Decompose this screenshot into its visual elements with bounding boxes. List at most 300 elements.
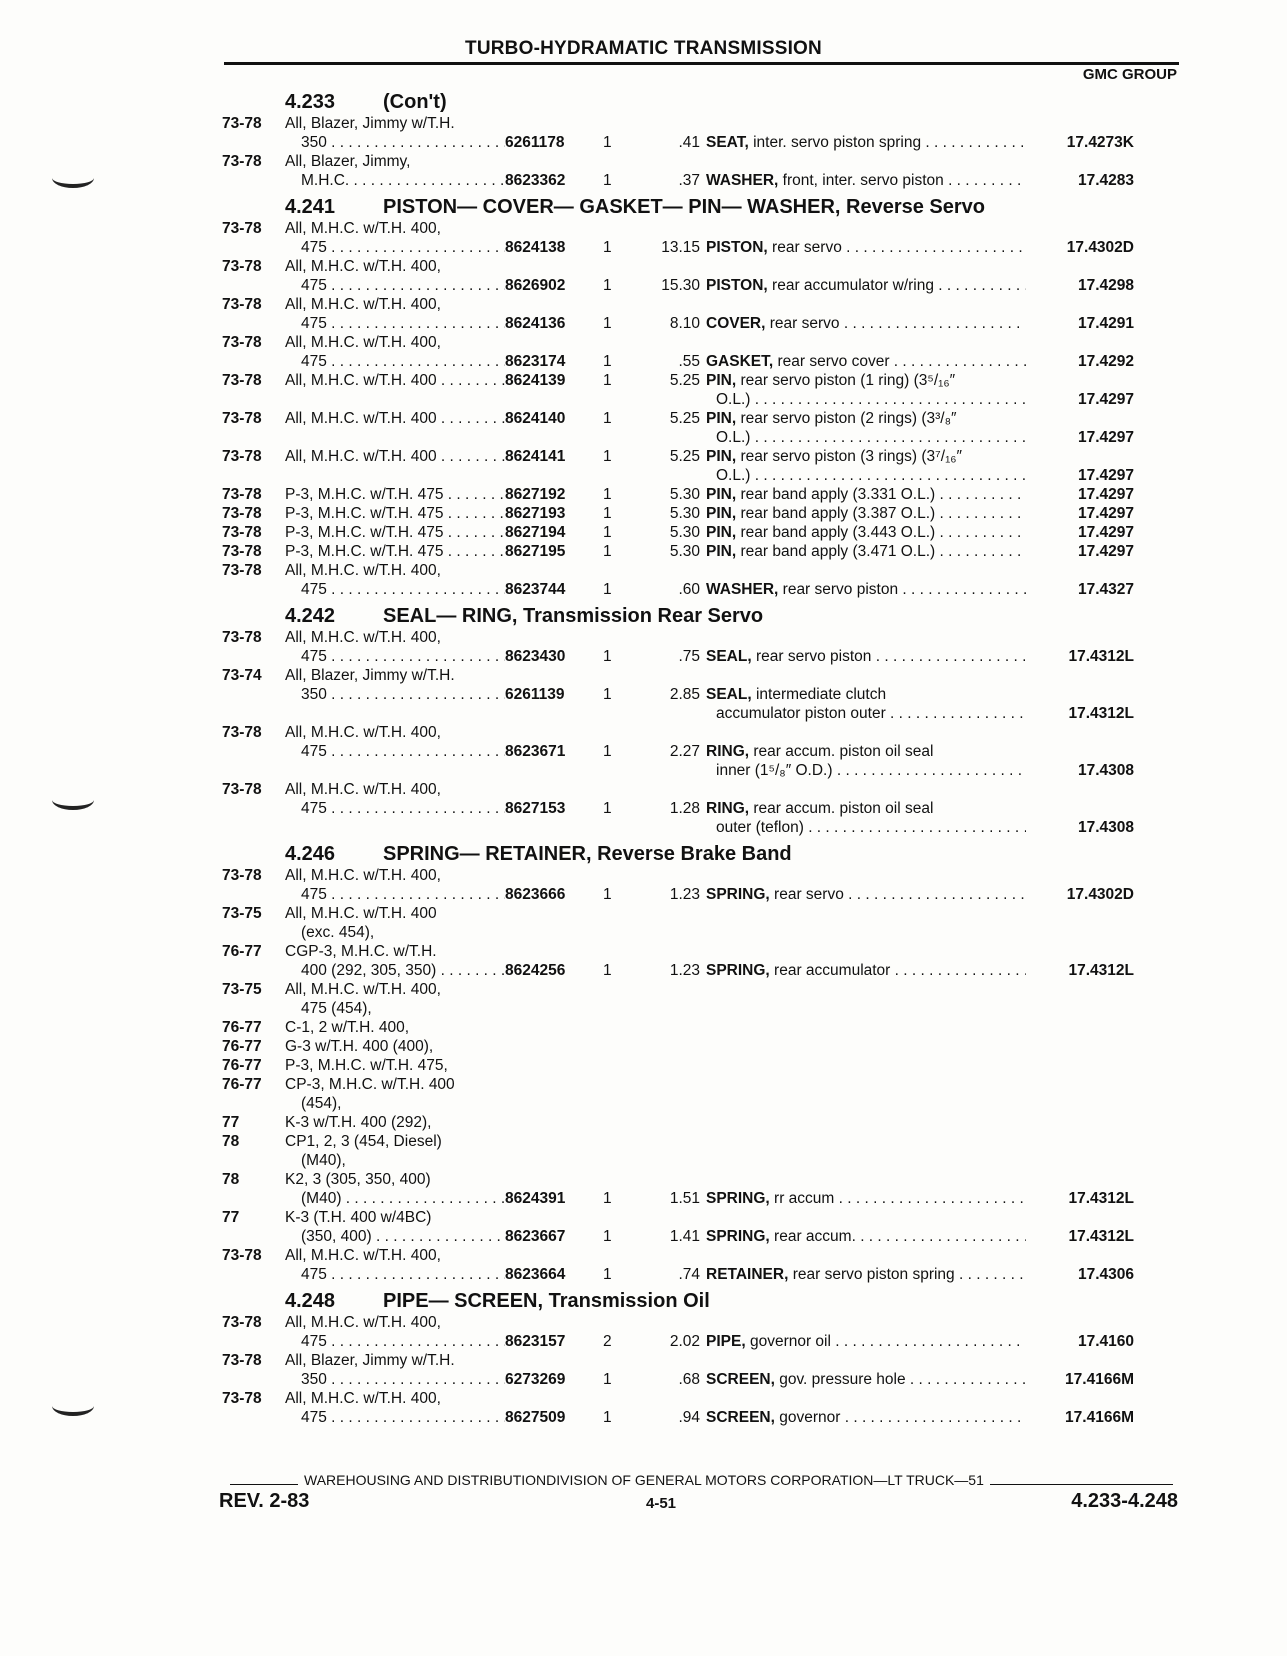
part-detail: rear band apply (3.443 O.L.) . . . (740, 524, 1026, 541)
application-description: P-3, M.H.C. w/T.H. 475 . . . (285, 542, 505, 561)
part-detail: rear accum. . . . (774, 1228, 1026, 1245)
reference-number: 17.4297 (1077, 486, 1134, 503)
part-number: 8623744 (505, 581, 566, 598)
page-title: TURBO-HYDRAMATIC TRANSMISSION (465, 38, 822, 59)
application-description: G-3 w/T.H. 400 (400), (285, 1038, 434, 1055)
part-number (505, 704, 603, 723)
reference-number (1026, 295, 1134, 314)
quantity (603, 980, 633, 999)
model-years: 76-77 (222, 1057, 262, 1074)
application-description: All, M.H.C. w/T.H. 400 . . . (285, 371, 505, 390)
entry-line (222, 818, 1182, 837)
part-number (505, 428, 603, 447)
model-years: 73-75 (222, 905, 262, 922)
quantity (603, 628, 633, 647)
entry-line (222, 561, 1182, 580)
model-years: 73-78 (222, 505, 262, 522)
part-number: 8623671 (505, 743, 566, 760)
entry-line (222, 761, 1182, 780)
part-number (505, 1113, 603, 1132)
quantity: 1 (603, 505, 612, 522)
reference-number (1026, 1037, 1134, 1056)
entry-line (222, 1189, 1182, 1208)
part-description (706, 885, 1026, 904)
part-description (706, 1113, 1026, 1132)
model-years: 78 (222, 1171, 240, 1188)
quantity: 1 (603, 410, 612, 427)
model-years: 78 (222, 1133, 240, 1150)
section-header (222, 85, 1182, 114)
price (633, 780, 706, 799)
application-description: P-3, M.H.C. w/T.H. 475 . . . (285, 504, 505, 523)
application-description: All, M.H.C. w/T.H. 400, (285, 334, 441, 351)
part-entry (222, 904, 1182, 980)
section-header (222, 1284, 1182, 1313)
reference-number (1026, 1351, 1134, 1370)
application-description: 350 . . . (285, 685, 505, 704)
part-number (505, 666, 603, 685)
reference-number (1026, 904, 1134, 923)
reference-number: 17.4297 (1077, 524, 1134, 541)
part-description (706, 942, 1026, 961)
model-years (222, 1408, 285, 1427)
entry-line (222, 485, 1182, 504)
quantity: 1 (603, 686, 612, 703)
model-years: 73-75 (222, 981, 262, 998)
application-description: 475 . . . (285, 799, 505, 818)
part-name: RING, (706, 743, 750, 760)
model-years (222, 818, 285, 837)
part-number (505, 390, 603, 409)
part-description (706, 219, 1026, 238)
reference-number (1026, 723, 1134, 742)
application-description: P-3, M.H.C. w/T.H. 475 . . . (285, 523, 505, 542)
price (633, 866, 706, 885)
part-description (706, 1265, 1026, 1284)
reference-number (1026, 1389, 1134, 1408)
price: .94 (678, 1409, 700, 1426)
part-description (706, 295, 1026, 314)
part-detail: rear accumulator w/ring . . . (772, 277, 1026, 294)
quantity: 1 (603, 1409, 612, 1426)
part-detail: rear accum. piston oil seal (753, 743, 934, 760)
section-number: 4.233 (285, 91, 336, 113)
part-number: 8627192 (505, 486, 566, 503)
quantity (603, 999, 633, 1018)
application-description: 475 (454), (301, 1000, 372, 1017)
price (633, 704, 706, 723)
part-description (706, 428, 1026, 447)
part-detail: rr accum . . . (774, 1190, 1026, 1207)
entry-line (222, 904, 1182, 923)
application-description: 475 . . . (285, 276, 505, 295)
model-years: 76-77 (222, 1038, 262, 1055)
reference-number: 17.4292 (1077, 353, 1134, 370)
part-description (706, 1018, 1026, 1037)
entry-line (222, 409, 1182, 428)
price (633, 1018, 706, 1037)
model-years (222, 761, 285, 780)
reference-number (1026, 114, 1134, 133)
part-number: 8624256 (505, 962, 566, 979)
part-description (706, 666, 1026, 685)
application-description: All, M.H.C. w/T.H. 400, (285, 1390, 441, 1407)
quantity (603, 428, 633, 447)
part-entry (222, 1208, 1182, 1246)
part-description (706, 923, 1026, 942)
part-detail: governor oil . . . (750, 1333, 1026, 1350)
part-number (505, 1151, 603, 1170)
application-description (285, 390, 505, 409)
part-description (706, 1370, 1026, 1389)
entry-line (222, 866, 1182, 885)
part-detail: rear servo cover . . . (778, 353, 1027, 370)
application-description: All, M.H.C. w/T.H. 400 (285, 905, 437, 922)
price (633, 257, 706, 276)
model-years (222, 276, 285, 295)
part-number: 8623430 (505, 648, 566, 665)
entry-line (222, 114, 1182, 133)
model-years: 73-78 (222, 1247, 262, 1264)
model-years (222, 799, 285, 818)
reference-number: 17.4166M (1065, 1409, 1134, 1426)
application-description: All, M.H.C. w/T.H. 400, (285, 1314, 441, 1331)
price: 2.02 (669, 1333, 700, 1350)
quantity (603, 761, 633, 780)
part-description (706, 542, 1026, 561)
part-description (706, 961, 1026, 980)
entry-line (222, 1370, 1182, 1389)
part-entry (222, 780, 1182, 837)
page-number: 4-51 (646, 1495, 677, 1512)
part-description (706, 628, 1026, 647)
reference-number (1026, 685, 1134, 704)
price (633, 1113, 706, 1132)
part-name: SEAT, (706, 134, 749, 151)
part-description (706, 1332, 1026, 1351)
part-detail: inner (1⁵/₈″ O.D.) . . . (716, 762, 1026, 779)
entry-line (222, 523, 1182, 542)
part-name: RETAINER, (706, 1266, 789, 1283)
price (633, 114, 706, 133)
model-years (222, 171, 285, 190)
part-detail: governor . . . (779, 1409, 1026, 1426)
quantity: 1 (603, 1266, 612, 1283)
parts-catalog (222, 85, 1182, 1427)
section-title: SPRING— RETAINER, Reverse Brake Band (383, 843, 792, 865)
model-years: 73-78 (222, 258, 262, 275)
application-description: All, Blazer, Jimmy, (285, 153, 411, 170)
quantity (603, 666, 633, 685)
reference-number (1026, 219, 1134, 238)
quantity: 1 (603, 800, 612, 817)
part-entry (222, 1313, 1182, 1351)
reference-number: 17.4308 (1077, 762, 1134, 779)
revision-label: REV. 2-83 (219, 1490, 310, 1512)
entry-line (222, 1227, 1182, 1246)
part-number: 8624136 (505, 315, 566, 332)
part-name: SPRING, (706, 1190, 770, 1207)
price (633, 1132, 706, 1151)
price (633, 723, 706, 742)
model-years: 73-78 (222, 1390, 262, 1407)
part-number (505, 1075, 603, 1094)
part-entry (222, 666, 1182, 723)
part-number (505, 1094, 603, 1113)
application-description: 475 . . . (285, 1332, 505, 1351)
part-detail: rear band apply (3.387 O.L.) . . . (740, 505, 1026, 522)
model-years (222, 238, 285, 257)
model-years (222, 923, 285, 942)
reference-number: 17.4297 (1077, 391, 1134, 408)
reference-number (1026, 447, 1134, 466)
part-number: 8623157 (505, 1333, 566, 1350)
application-description: 475 . . . (285, 1408, 505, 1427)
reference-number: 17.4302D (1066, 886, 1134, 903)
part-number (505, 1351, 603, 1370)
reference-number: 17.4297 (1077, 505, 1134, 522)
part-number (505, 1389, 603, 1408)
part-detail: rear accumulator . . . (774, 962, 1026, 979)
reference-number (1026, 257, 1134, 276)
price (633, 219, 706, 238)
part-detail: rear servo piston . . . (783, 581, 1026, 598)
price (633, 1094, 706, 1113)
reference-number: 17.4291 (1077, 315, 1134, 332)
section-number: 4.248 (285, 1290, 336, 1312)
quantity (603, 257, 633, 276)
application-description: All, M.H.C. w/T.H. 400, (285, 629, 441, 646)
part-entry (222, 561, 1182, 599)
entry-line (222, 371, 1182, 390)
quantity: 1 (603, 239, 612, 256)
part-number (505, 980, 603, 999)
entry-line (222, 1332, 1182, 1351)
part-name: GASKET, (706, 353, 774, 370)
part-name: PISTON, (706, 239, 768, 256)
quantity (603, 466, 633, 485)
entry-line (222, 704, 1182, 723)
part-name: SCREEN, (706, 1409, 775, 1426)
price (633, 428, 706, 447)
part-entry (222, 409, 1182, 447)
entry-line (222, 1056, 1182, 1075)
part-name: PIN, (706, 372, 737, 389)
reference-number (1026, 1313, 1134, 1332)
model-years (222, 466, 285, 485)
reference-number: 17.4297 (1077, 467, 1134, 484)
entry-line (222, 276, 1182, 295)
price: 5.30 (669, 524, 700, 541)
part-description (706, 1408, 1026, 1427)
part-name: SCREEN, (706, 1371, 775, 1388)
quantity (603, 1246, 633, 1265)
part-number: 8627509 (505, 1409, 566, 1426)
quantity: 1 (603, 172, 612, 189)
price (633, 1313, 706, 1332)
price (633, 628, 706, 647)
part-description (706, 1208, 1026, 1227)
application-description: CGP-3, M.H.C. w/T.H. (285, 943, 437, 960)
part-number (505, 942, 603, 961)
reference-number (1026, 980, 1134, 999)
entry-line (222, 1170, 1182, 1189)
part-number (505, 1313, 603, 1332)
price (633, 1208, 706, 1227)
part-description (706, 1056, 1026, 1075)
quantity: 1 (603, 277, 612, 294)
part-detail: rear servo . . . (770, 315, 1026, 332)
quantity (603, 1113, 633, 1132)
part-entry (222, 371, 1182, 409)
price (633, 942, 706, 961)
price: 5.30 (669, 543, 700, 560)
part-entry (222, 980, 1182, 1208)
entry-line (222, 1208, 1182, 1227)
entry-line (222, 923, 1182, 942)
price: .74 (678, 1266, 700, 1283)
application-description: All, M.H.C. w/T.H. 400, (285, 296, 441, 313)
part-name: PIN, (706, 410, 737, 427)
quantity: 1 (603, 372, 612, 389)
application-description: All, M.H.C. w/T.H. 400 . . . (285, 409, 505, 428)
entry-line (222, 723, 1182, 742)
entry-line (222, 1265, 1182, 1284)
part-name: SPRING, (706, 886, 770, 903)
model-years: 73-78 (222, 220, 262, 237)
price (633, 904, 706, 923)
price: 15.30 (661, 277, 700, 294)
price (633, 333, 706, 352)
part-name: SEAL, (706, 686, 752, 703)
entry-line (222, 333, 1182, 352)
part-number: 8624141 (505, 448, 566, 465)
reference-number: 17.4273K (1066, 134, 1134, 151)
application-description: 475 . . . (285, 352, 505, 371)
quantity: 1 (603, 486, 612, 503)
part-number: 8623174 (505, 353, 566, 370)
reference-number: 17.4166M (1065, 1371, 1134, 1388)
part-number (505, 818, 603, 837)
reference-number (1026, 1132, 1134, 1151)
entry-line (222, 238, 1182, 257)
application-description: (M40) . . . (285, 1189, 505, 1208)
part-description (706, 742, 1026, 761)
price (633, 466, 706, 485)
quantity (603, 1170, 633, 1189)
part-entry (222, 542, 1182, 561)
model-years (222, 1189, 285, 1208)
part-description (706, 1227, 1026, 1246)
part-number: 8624140 (505, 410, 566, 427)
quantity (603, 114, 633, 133)
part-detail: gov. pressure hole . . . (779, 1371, 1026, 1388)
section-range: 4.233-4.248 (1071, 1490, 1178, 1512)
part-entry (222, 447, 1182, 485)
quantity (603, 333, 633, 352)
application-description (285, 466, 505, 485)
price: .60 (678, 581, 700, 598)
entry-line (222, 428, 1182, 447)
part-detail: O.L.) . . . (716, 429, 1026, 446)
quantity (603, 561, 633, 580)
price: 1.28 (669, 800, 700, 817)
application-description: 475 . . . (285, 742, 505, 761)
model-years: 73-74 (222, 667, 262, 684)
part-description (706, 523, 1026, 542)
part-number: 8624139 (505, 372, 566, 389)
price: .75 (678, 648, 700, 665)
part-description (706, 1351, 1026, 1370)
application-description: P-3, M.H.C. w/T.H. 475 . . . (285, 485, 505, 504)
part-description (706, 1132, 1026, 1151)
part-name: PIN, (706, 543, 737, 560)
model-years: 73-78 (222, 1352, 262, 1369)
model-years (222, 314, 285, 333)
part-number (505, 1056, 603, 1075)
reference-number: 17.4327 (1077, 581, 1134, 598)
reference-number: 17.4160 (1077, 1333, 1134, 1350)
part-detail: O.L.) . . . (716, 467, 1026, 484)
part-number (505, 780, 603, 799)
entry-line (222, 171, 1182, 190)
quantity (603, 1094, 633, 1113)
section-header (222, 599, 1182, 628)
quantity (603, 219, 633, 238)
price: 5.25 (669, 410, 700, 427)
price (633, 666, 706, 685)
price (633, 295, 706, 314)
footer-line (224, 1472, 1179, 1488)
part-description (706, 980, 1026, 999)
model-years: 73-78 (222, 372, 262, 389)
part-number (505, 114, 603, 133)
application-description: (M40), (301, 1152, 346, 1169)
part-entry (222, 628, 1182, 666)
footer-rule-right (990, 1476, 1173, 1485)
application-description: All, M.H.C. w/T.H. 400, (285, 1247, 441, 1264)
part-description (706, 999, 1026, 1018)
price (633, 818, 706, 837)
part-description (706, 904, 1026, 923)
part-detail: rear band apply (3.471 O.L.) . . . (740, 543, 1026, 560)
reference-number: 17.4312L (1068, 962, 1134, 979)
reference-number (1026, 1075, 1134, 1094)
entry-line (222, 628, 1182, 647)
part-description (706, 390, 1026, 409)
application-description: All, M.H.C. w/T.H. 400, (285, 562, 441, 579)
application-description: All, Blazer, Jimmy w/T.H. (285, 667, 455, 684)
reference-number: 17.4308 (1077, 819, 1134, 836)
application-description: 350 . . . (285, 133, 505, 152)
part-number: 8623664 (505, 1266, 566, 1283)
part-entry (222, 723, 1182, 780)
price (633, 1351, 706, 1370)
part-description (706, 647, 1026, 666)
price (633, 1246, 706, 1265)
quantity: 1 (603, 962, 612, 979)
part-number (505, 257, 603, 276)
part-entry (222, 504, 1182, 523)
part-number (505, 866, 603, 885)
part-number (505, 466, 603, 485)
entry-line (222, 219, 1182, 238)
price (633, 1151, 706, 1170)
application-description: M.H.C. . . . (285, 171, 505, 190)
model-years: 77 (222, 1114, 240, 1131)
application-description: All, M.H.C. w/T.H. 400 . . . (285, 447, 505, 466)
part-description (706, 447, 1026, 466)
